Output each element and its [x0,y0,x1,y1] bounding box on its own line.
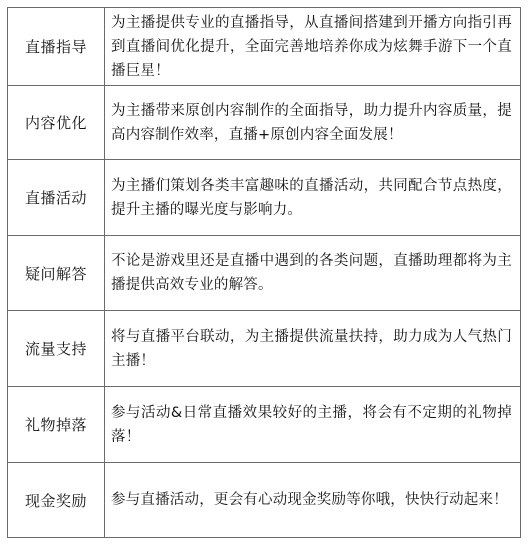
table-row [8,8,521,86]
row-label: 流量支持 [8,311,105,387]
row-description: 为主播们策划各类丰富趣味的直播活动，共同配合节点热度，提升主播的曝光度与影响力。 [105,160,521,236]
row-label: 礼物掉落 [8,387,105,463]
row-label: 疑问解答 [8,236,105,311]
row-label: 内容优化 [8,86,105,160]
table-row [8,86,521,160]
row-label: 现金奖励 [8,463,105,538]
row-label: 直播活动 [8,160,105,236]
row-description: 参与活动&日常直播效果较好的主播，将会有不定期的礼物掉落！ [105,387,521,463]
benefits-table [7,7,521,538]
table-row [8,236,521,311]
row-label: 直播指导 [8,8,105,86]
table-row [8,463,521,538]
row-description: 参与直播活动，更会有心动现金奖励等你哦，快快行动起来！ [105,463,521,538]
row-description: 为主播提供专业的直播指导，从直播间搭建到开播方向指引再到直播间优化提升，全面完善地培养你成为炫舞手游下一个直播巨星！ [105,8,521,86]
table-row [8,311,521,387]
row-description: 为主播带来原创内容制作的全面指导，助力提升内容质量，提高内容制作效率，直播+原创内容全面发展！ [105,86,521,160]
table-row [8,160,521,236]
row-description: 将与直播平台联动，为主播提供流量扶持，助力成为人气热门主播！ [105,311,521,387]
row-description: 不论是游戏里还是直播中遇到的各类问题，直播助理都将为主播提供高效专业的解答。 [105,236,521,311]
table-row [8,387,521,463]
